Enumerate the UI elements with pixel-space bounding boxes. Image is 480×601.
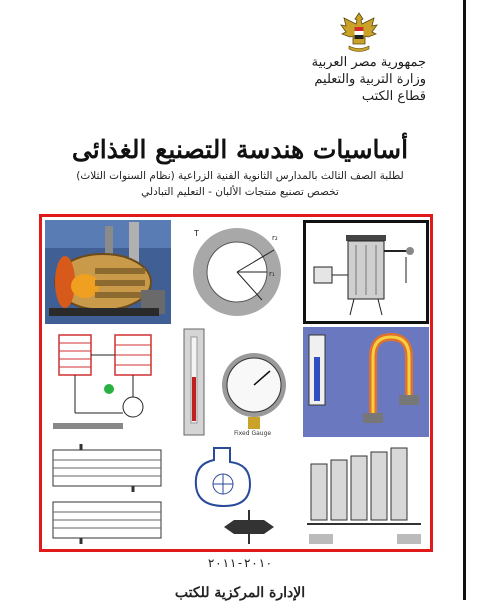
- manometer-and-u-tube-icon: [303, 327, 429, 437]
- centrifugal-pump-diagram-icon: [174, 440, 300, 548]
- ministry-name: وزارة التربية والتعليم: [314, 72, 426, 87]
- plate-heat-exchanger-icon: [303, 440, 429, 548]
- publisher-line: الإدارة المركزية للكتب: [174, 585, 306, 601]
- book-subtitle-specialty: تخصص تصنيع منتجات الألبان - التعليم التبادلي: [141, 186, 339, 198]
- svg-text:r₂: r₂: [272, 234, 278, 242]
- sector-name: قطاع الكتب: [361, 89, 426, 104]
- shell-and-tube-heat-exchanger-icon: [45, 440, 171, 548]
- pressure-vessel-diagram-icon: [303, 220, 429, 324]
- refrigeration-circuit-diagram-icon: [45, 327, 171, 437]
- gauge-caption: Fixed Gauge: [234, 430, 272, 437]
- book-title: أساسيات هندسة التصنيع الغذائى: [71, 135, 409, 164]
- book-subtitle-audience: لطلبة الصف الثالث بالمدارس الثانوية الفنية الزراعية (نظام السنوات الثلاث): [76, 170, 404, 182]
- boiler-illustration-icon: [45, 220, 171, 324]
- country-name: جمهورية مصر العربية: [311, 55, 426, 70]
- illustration-frame: [39, 214, 433, 552]
- pipe-cross-section-diagram-icon: [174, 220, 300, 324]
- academic-years: ٢٠١٠-٢٠١١: [207, 556, 273, 570]
- svg-text:T: T: [194, 229, 199, 238]
- egypt-eagle-emblem-icon: [336, 10, 382, 54]
- svg-text:r₁: r₁: [269, 270, 275, 278]
- thermometer-and-pressure-gauge-icon: [174, 327, 300, 437]
- ministry-header: [312, 54, 426, 105]
